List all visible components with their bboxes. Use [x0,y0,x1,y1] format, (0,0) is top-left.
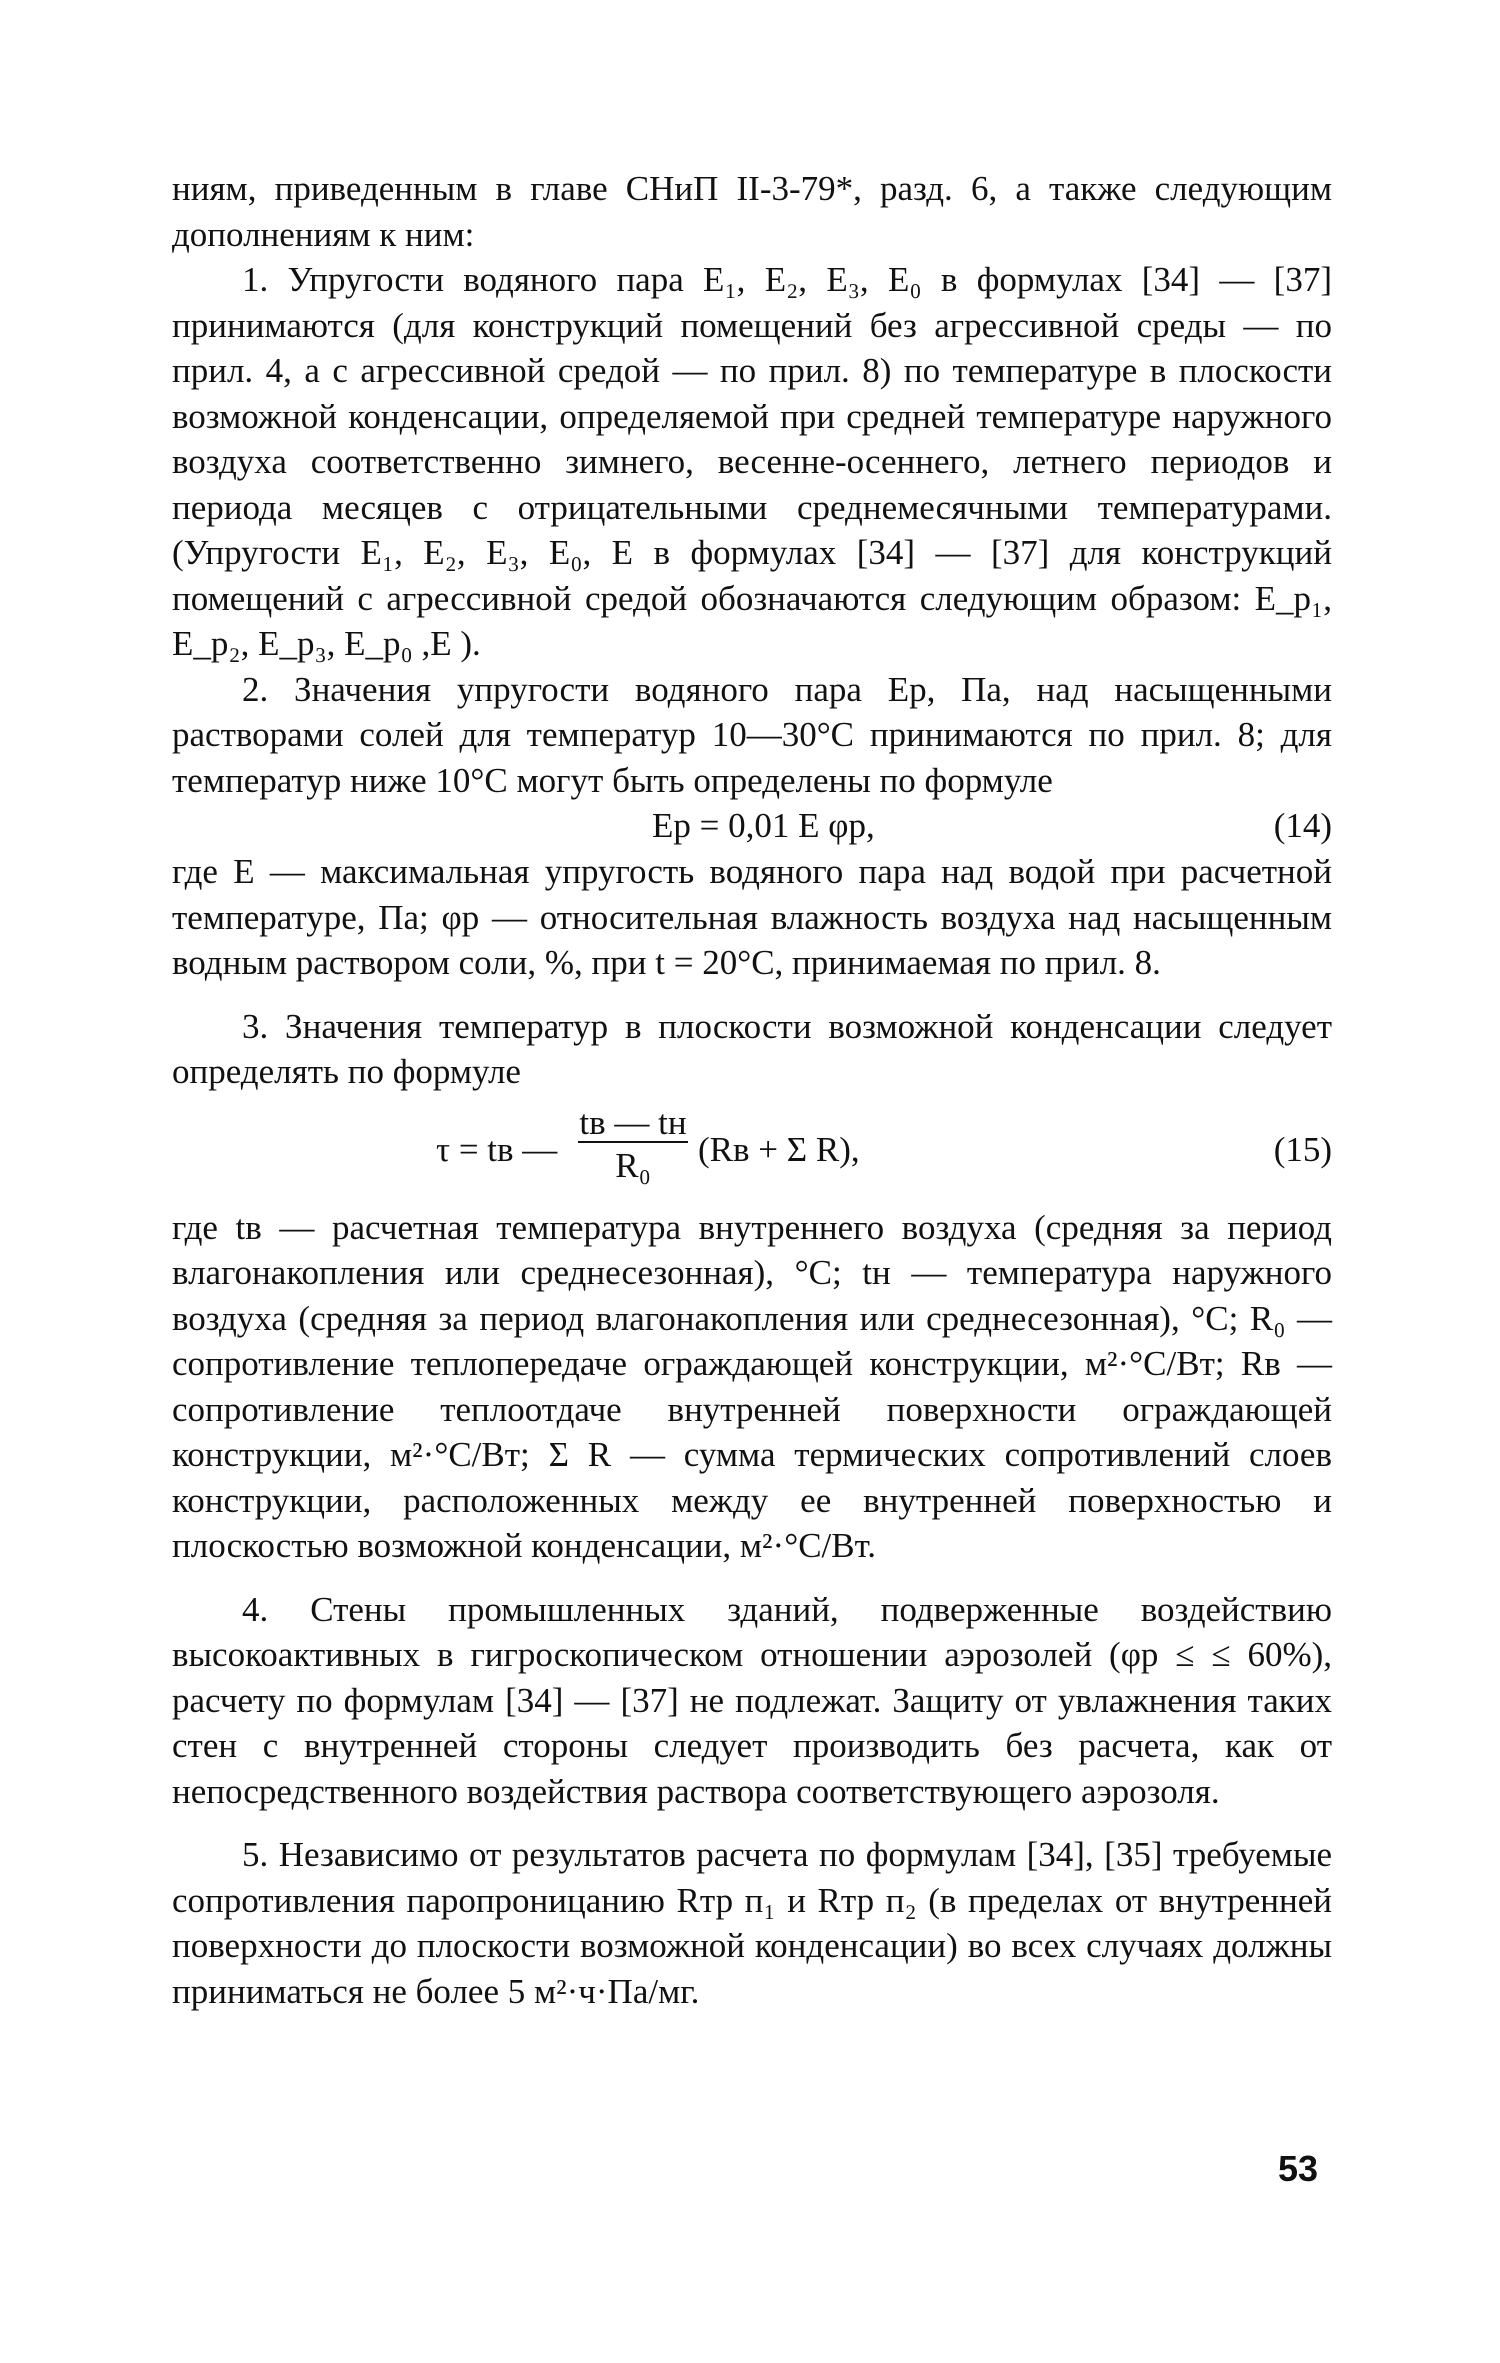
formula-15-number: (15) [1273,1129,1332,1169]
page-number: 53 [1278,2148,1319,2189]
body-text [172,166,1332,2014]
paragraph-1: 1. Упругости водяного пара E₁, E₂, E₃, E₀ в формулах [34] — [37] принимаются (для конструкций помещений без агрессивной среды — по прил. 4, а с агрессивной средой — по прил. 8) по температуре в плоскости возможной конденсации, определяемой при средней температуре наружного воздуха соответственно зимнего, весенне-осеннего, летнего периодов и периода месяцев с отрицательными среднемесячными температурами. (Упругости E₁, E₂, E₃, E₀, E в формулах [34] — [37] для конструкций помещений с агрессивной средой обозначаются следующим образом: E_p₁, E_p₂, E_p₃, E_p₀ ,E ). [172,260,1332,663]
formula-14-number: (14) [1273,806,1332,845]
paragraph-2: 2. Значения упругости водяного пара Eр, Па, над насыщенными растворами солей для температур 10—30°С принимаются по прил. 8; для температур ниже 10°С могут быть определены по формуле [172,669,1332,800]
paragraph-4: 4. Стены промышленных зданий, подверженные воздействию высокоактивных в гигроскопическом отношении аэрозолей (φр ≤ ≤ 60%), расчету по формулам [34] — [37] не подлежат. Защиту от увлажнения таких стен с внутренней стороны следует производить без расчета, как от непосредственного воздействия раствора соответствующего аэрозоля. [172,1589,1332,1811]
formula-15-fraction [578,1103,688,1189]
intro-paragraph: ниям, приведенным в главе СНиП II-3-79*, разд. 6, а также следующим дополнениям к ним: [172,169,1332,254]
formula-14 [172,803,1332,849]
formula-15 [172,1103,1332,1195]
paragraph-3: 3. Значения температур в плоскости возможной конденсации следует определять по формуле [172,1006,1332,1091]
formula-15-lhs: τ = tв — [436,1129,558,1169]
formula-15-rhs: (Rв + Σ R), [698,1129,860,1169]
formula-15-denominator: R₀ [615,1145,651,1185]
paragraph-5: 5. Независимо от результатов расчета по формулам [34], [35] требуемые сопротивления паропроницанию Rтр п₁ и Rтр п₂ (в пределах от внутренней поверхности до плоскости возможной конденсации) во всех случаях должны приниматься не более 5 м²·ч·Па/мг. [172,1835,1332,2011]
formula-15-numerator: tв — tн [579,1102,687,1142]
paragraph-3-continued: где tв — расчетная температура внутреннего воздуха (средняя за период влагонакопления или среднесезонная), °С; tн — температура наружного воздуха (средняя за период влагонакопления или среднесезонная), °С; R₀ — сопротивление теплопередаче ограждающей конструкции, м²·°С/Вт; Rв — сопротивление теплоотдаче внутренней поверхности ограждающей конструкции, м²·°С/Вт; Σ R — сумма термических сопротивлений слоев конструкции, расположенных между ее внутренней поверхностью и плоскостью возможной конденсации, м²·°С/Вт. [172,1207,1332,1565]
paragraph-2-continued: где E — максимальная упругость водяного пара над водой при расчетной температуре, Па; φр — относительная влажность воздуха над насыщенным водным раствором соли, %, при t = 20°С, принимаемая по прил. 8. [172,852,1332,982]
formula-14-expression: Eр = 0,01 E φр, [652,806,875,845]
